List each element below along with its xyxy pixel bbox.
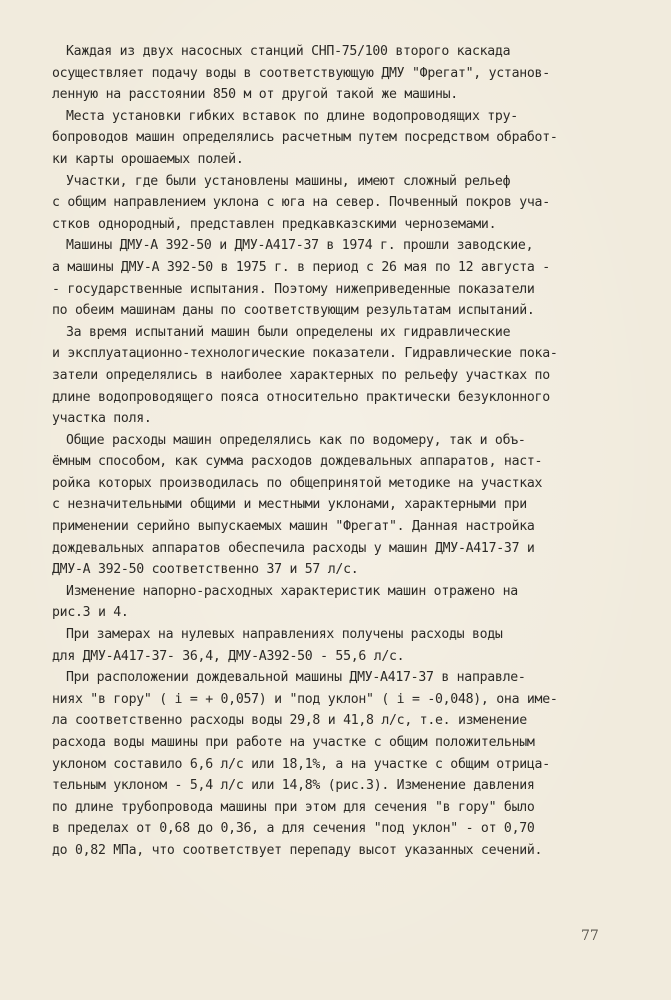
text-line: Каждая из двух насосных станций СНП-75/100 второго каскада [66, 44, 511, 59]
text-line: применении серийно выпускаемых машин "Фрегат". Данная настройка [52, 519, 535, 535]
text-line: тельным уклоном - 5,4 л/с или 14,8% (рис.3). Изменение давления [52, 778, 535, 794]
text-line: для ДМУ-А417-37- 36,4, ДМУ-А392-50 - 55,6 л/с. [52, 648, 405, 664]
text-line: Изменение напорно-расходных характеристик машин отражено на [66, 583, 518, 599]
text-line: ниях "в гору" ( i = + 0,057) и "под уклон" ( i = -0,048), она име- [52, 691, 558, 707]
text-line: Места установки гибких вставок по длине водопроводящих тру- [66, 108, 518, 124]
text-line: а машины ДМУ-А 392-50 в 1975 г. в период с 26 мая по 12 августа - [52, 259, 550, 275]
page-number: 77 [581, 928, 599, 944]
text-line: рис.3 и 4. [52, 605, 129, 621]
text-line: Машины ДМУ-А 392-50 и ДМУ-А417-37 в 1974 г. прошли заводские, [66, 238, 534, 254]
text-line: При расположении дождевальной машины ДМУ-А417-37 в направле- [66, 670, 526, 686]
text-line: стков однородный, представлен предкавказскими черноземами. [52, 216, 497, 232]
text-line: ёмным способом, как сумма расходов дождевальных аппаратов, наст- [52, 454, 543, 470]
text-line: Общие расходы машин определялись как по водомеру, так и объ- [66, 432, 526, 448]
text-line: по длине трубопровода машины при этом для сечения "в гору" было [52, 799, 535, 815]
text-line: до 0,82 МПа, что соответствует перепаду высот указанных сечений. [52, 842, 543, 858]
text-line: участка поля. [52, 411, 152, 427]
text-line: ройка которых производилась по общепринятой методике на участках [52, 475, 543, 491]
text-line: ленную на расстоянии 850 м от другой такой же машины. [52, 87, 458, 103]
text-line: уклоном составило 6,6 л/с или 18,1%, а на участке с общим отрица- [52, 756, 550, 772]
text-line: расхода воды машины при работе на участке с общим положительным [52, 735, 535, 750]
text-line: с общим направлением уклона с юга на север. Почвенный покров уча- [52, 195, 550, 211]
text-line: и эксплуатационно-технологические показатели. Гидравлические пока- [52, 346, 558, 362]
text-line: осуществляет подачу воды в соответствующую ДМУ "Фрегат", установ- [52, 65, 550, 81]
text-line: затели определялись в наиболее характерных по рельефу участках по [52, 367, 550, 383]
text-line: длине водопроводящего пояса относительно практически безуклонного [52, 389, 550, 405]
text-line: в пределах от 0,68 до 0,36, а для сечения "под уклон" - от 0,70 [52, 821, 535, 837]
text-line: по обеим машинам даны по соответствующим результатам испытаний. [52, 303, 535, 319]
text-line: Участки, где были установлены машины, имеют сложный рельеф [66, 173, 511, 189]
document-body [52, 41, 612, 862]
text-line: - государственные испытания. Поэтому нижеприведенные показатели [52, 281, 535, 297]
text-line: ла соответственно расходы воды 29,8 и 41,8 л/с, т.е. изменение [52, 713, 527, 729]
text-line: дождевальных аппаратов обеспечила расходы у машин ДМУ-А417-37 и [52, 540, 535, 556]
text-line: За время испытаний машин были определены их гидравлические [66, 324, 511, 340]
text-line: ки карты орошаемых полей. [52, 151, 244, 167]
text-line: с незначительными общими и местными уклонами, характерными при [52, 497, 527, 513]
text-line: При замерах на нулевых направлениях получены расходы воды [66, 627, 503, 643]
text-line: бопроводов машин определялись расчетным путем посредством обработ- [52, 130, 558, 146]
text-line: ДМУ-А 392-50 соответственно 37 и 57 л/с. [52, 562, 359, 578]
